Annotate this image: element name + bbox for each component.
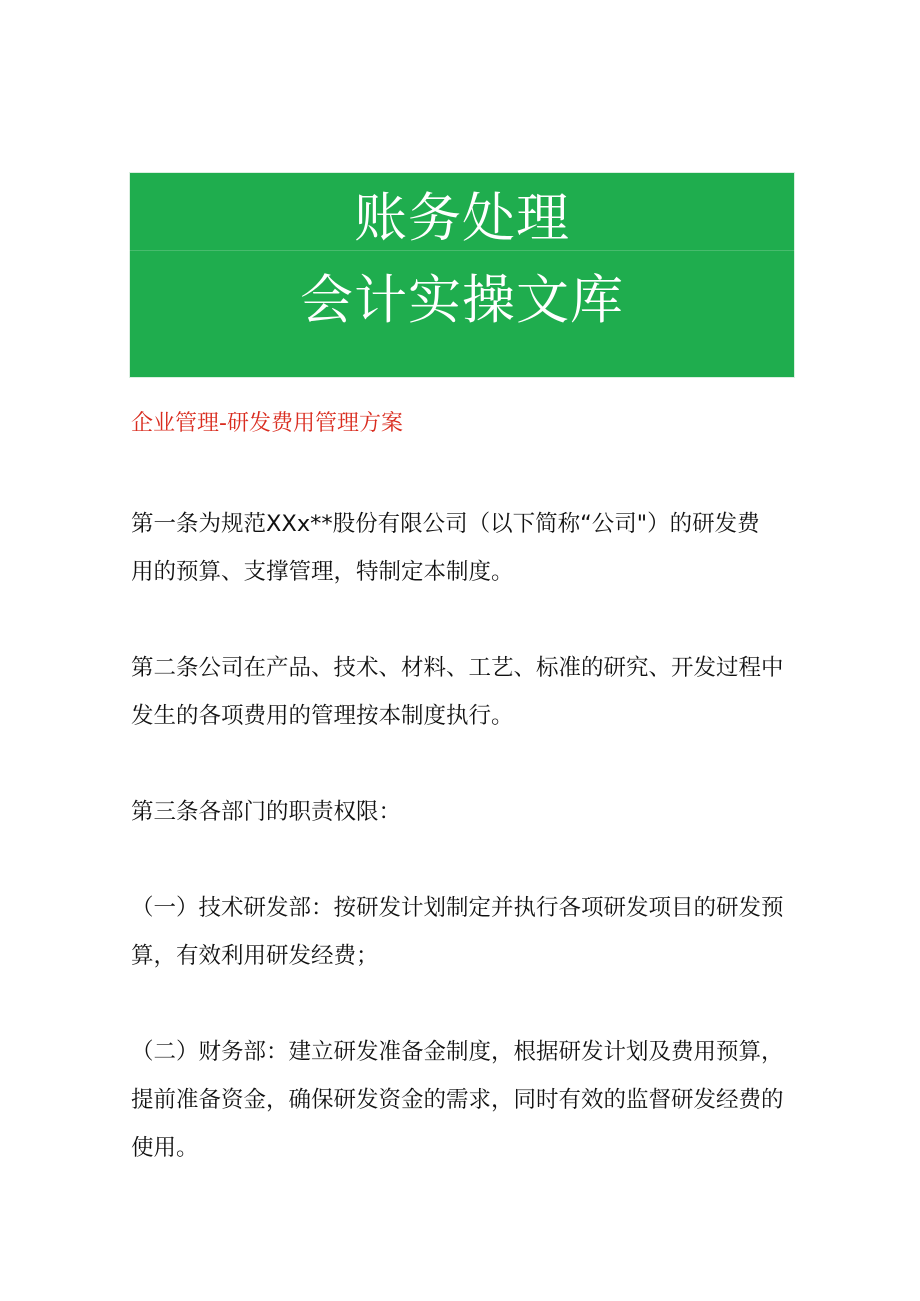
paragraph-line: 第一条为规范XXx**股份有限公司（以下简称“公司"）的研发费 bbox=[131, 511, 760, 537]
banner-title: 账务处理 bbox=[354, 188, 570, 249]
clause-1-paragraph bbox=[131, 884, 803, 980]
banner-subtitle: 会计实操文库 bbox=[300, 270, 624, 331]
article-1-paragraph bbox=[131, 500, 803, 596]
paragraph-line: （一）技术研发部：按研发计划制定并执行各项研发项目的研发预 bbox=[131, 895, 784, 921]
clause-2-paragraph bbox=[131, 1028, 803, 1172]
paragraph-line: 使用。 bbox=[131, 1135, 199, 1161]
paragraph-line: 第三条各部门的职责权限： bbox=[131, 799, 402, 825]
paragraph-line: 提前准备资金，确保研发资金的需求，同时有效的监督研发经费的 bbox=[131, 1087, 784, 1113]
banner-divider bbox=[129, 250, 795, 251]
paragraph-line: 用的预算、支撑管理，特制定本制度。 bbox=[131, 559, 514, 585]
article-3-paragraph bbox=[131, 788, 803, 836]
paragraph-line: 发生的各项费用的管理按本制度执行。 bbox=[131, 703, 514, 729]
header-banner bbox=[129, 172, 795, 378]
paragraph-line: （二）财务部：建立研发准备金制度，根据研发计划及费用预算， bbox=[131, 1039, 784, 1065]
article-2-paragraph bbox=[131, 644, 803, 740]
paragraph-line: 第二条公司在产品、技术、材料、工艺、标准的研究、开发过程中 bbox=[131, 655, 784, 681]
paragraph-line: 算，有效利用研发经费； bbox=[131, 943, 379, 969]
document-title: 企业管理-研发费用管理方案 bbox=[131, 411, 403, 436]
